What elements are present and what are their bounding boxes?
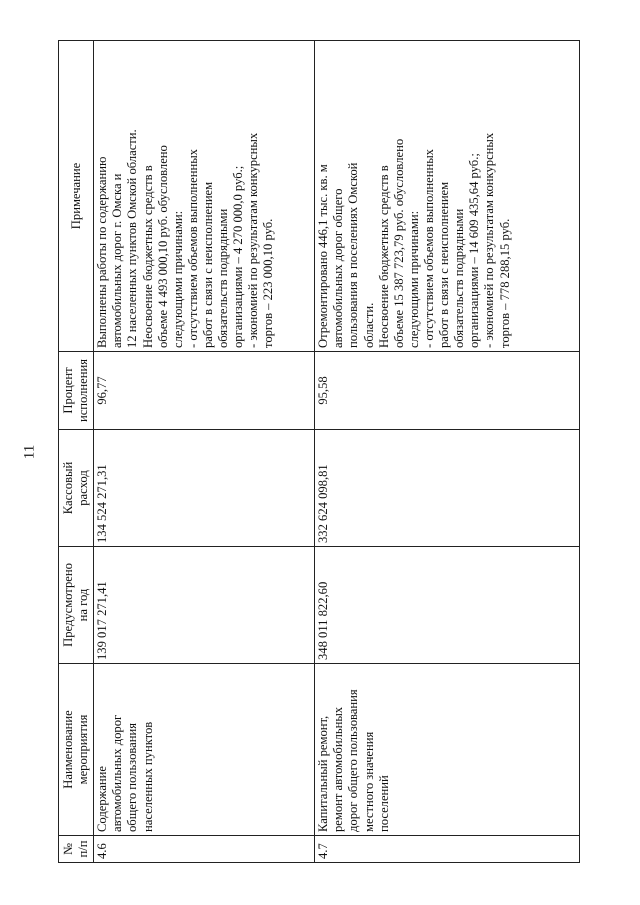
table-row <box>94 41 315 863</box>
execution-report-table <box>58 40 580 863</box>
header-num: № п/п <box>59 836 94 863</box>
execution-percent: 96,77 <box>94 352 315 430</box>
table-header-row <box>59 41 94 863</box>
spent-amount: 134 524 271,31 <box>94 430 315 547</box>
planned-amount: 139 017 271,41 <box>94 547 315 664</box>
header-percent: Процент исполнения <box>59 352 94 430</box>
table-row <box>315 41 580 863</box>
activity-name: Капитальный ремонт, ремонт автомобильных дорог общего пользования местного значения поселений <box>315 664 580 836</box>
header-name: Наименование мероприятия <box>59 664 94 836</box>
note: Отремонтировано 446,1 тыс. кв. м автомобильных дорог общего пользования в поселениях Омской области. Неосвоение бюджетных средств в объеме 15 387 723,79 руб. обусловлено следующими причинами: - отсутствием объемов выполненных работ в связи с неисполнением обязательств подрядными организациями – 14 609 435,64 руб.; - экономией по результатам конкурсных торгов – 778 288,15 руб. <box>315 41 580 352</box>
page-number: 11 <box>21 444 38 460</box>
activity-name: Содержание автомобильных дорог общего пользования населенных пунктов <box>94 664 315 836</box>
header-note: Примечание <box>59 41 94 352</box>
spent-amount: 332 624 098,81 <box>315 430 580 547</box>
note: Выполнены работы по содержанию автомобильных дорог г. Омска и 12 населенных пунктов Омской области. Неосвоение бюджетных средств в объеме 4 493 000,10 руб. обусловлено следующими причинами: - отсутствием объемов выполненных работ в связи с неисполнением обязательств подрядными организациями – 4 270 000,0 руб.; - экономией по результатам конкурсных торгов – 223 000,10 руб. <box>94 41 315 352</box>
planned-amount: 348 011 822,60 <box>315 547 580 664</box>
rotated-table-frame <box>58 41 578 863</box>
header-planned: Предусмотрено на год <box>59 547 94 664</box>
row-number: 4.6 <box>94 836 315 863</box>
row-number: 4.7 <box>315 836 580 863</box>
header-spent: Кассовый расход <box>59 430 94 547</box>
execution-percent: 95,58 <box>315 352 580 430</box>
